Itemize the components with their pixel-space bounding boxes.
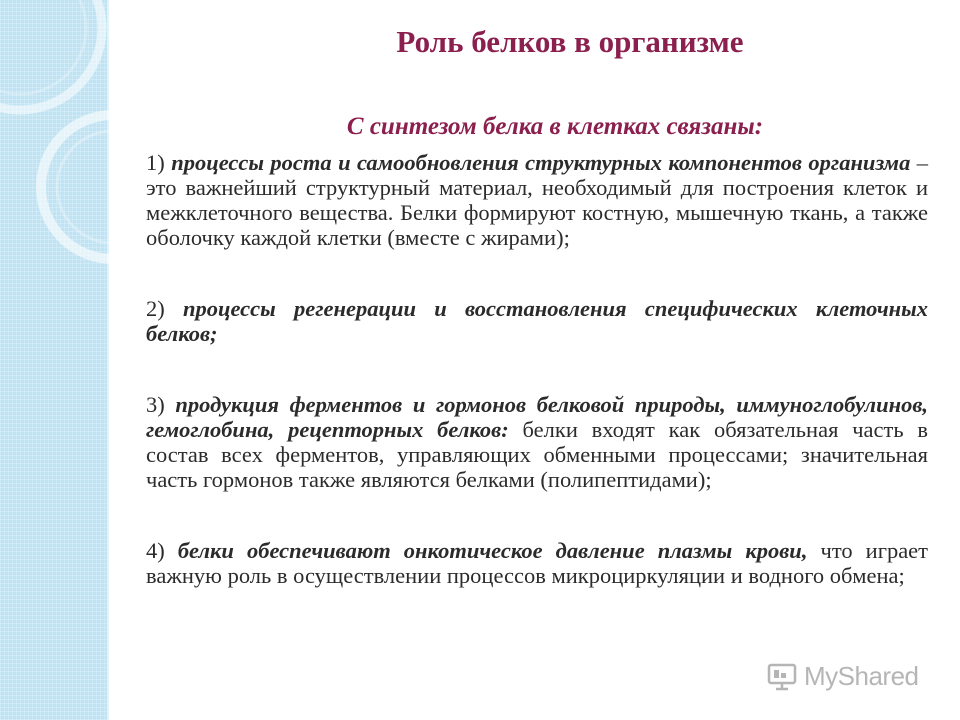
slide-subtitle: С синтезом белка в клетках связаны: — [346, 113, 764, 140]
list-item — [146, 296, 928, 346]
watermark-text: MyShared — [804, 660, 919, 691]
item-number: 1) — [146, 150, 165, 175]
item-text: – это важнейший структурный материал, необходимый для построения клеток и межклеточного вещества. Белки формируют костную, мышечную ткань, а также оболочку каждой клетки (вместе с жирами); — [146, 150, 929, 250]
item-emphasis: процессы роста и самообновления структурных компонентов организма — [171, 150, 911, 175]
item-text: что играет важную роль в осуществлении процессов микроциркуляции и водного обмена; — [146, 538, 929, 588]
item-text: белки входят как обязательная часть в состав всех ферментов, управляющих обменными процессами; значительная часть гормонов также являются белками (полипептидами); — [146, 417, 928, 492]
list-item — [146, 392, 928, 492]
projector-screen-icon — [766, 660, 798, 692]
slide-title: Роль белков в организме — [396, 24, 744, 59]
item-emphasis: белки обеспечивают онкотическое давление плазмы крови, — [177, 538, 808, 563]
item-emphasis: продукция ферментов и гормонов белковой природы, иммуноглобулинов, гемоглобина, рецепторных белков: — [146, 392, 929, 442]
myshared-watermark — [766, 656, 919, 696]
item-number: 3) — [146, 392, 165, 417]
item-number: 2) — [146, 296, 165, 321]
list-item — [146, 150, 928, 250]
slide-content — [146, 150, 928, 588]
item-number: 4) — [146, 538, 165, 563]
list-item — [146, 538, 928, 588]
item-emphasis: процессы регенерации и восстановления специфических клеточных белков; — [146, 296, 928, 346]
